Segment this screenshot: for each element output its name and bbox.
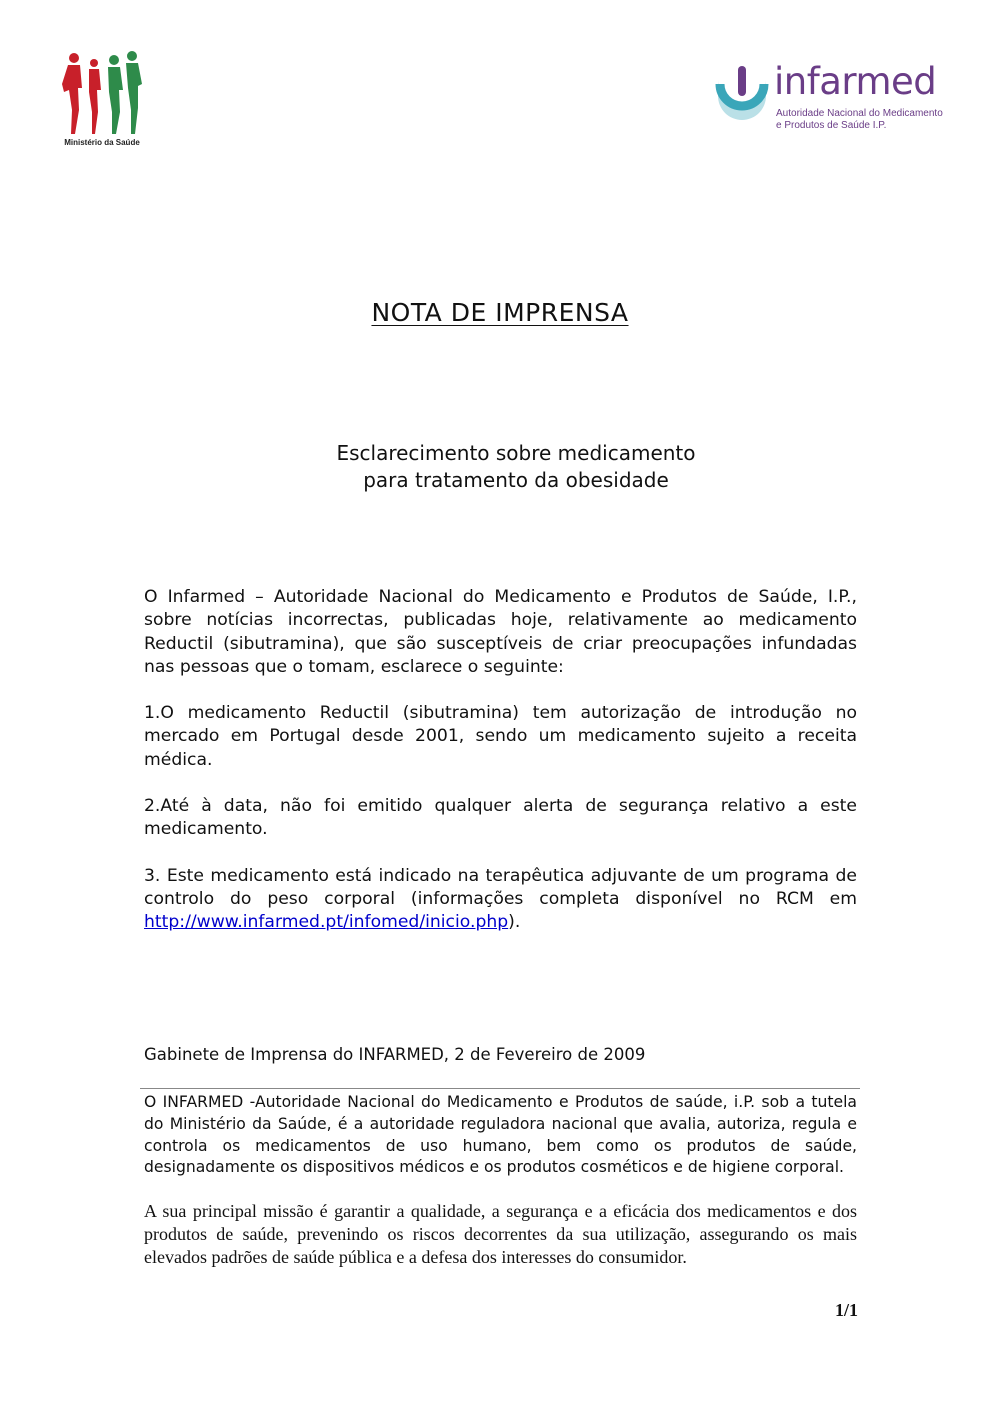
infarmed-logo xyxy=(714,62,944,142)
infarmed-wordmark: infarmed xyxy=(774,60,937,103)
ministerio-figures-icon xyxy=(52,50,152,136)
press-office-signature: Gabinete de Imprensa do INFARMED, 2 de Fevereiro de 2009 xyxy=(144,1045,646,1064)
mission-paragraph: A sua principal missão é garantir a qualidade, a segurança e a eficácia dos medicamentos e dos produtos de saúde, prevenindo os riscos decorrentes da sua utilização, assegurando os mais elevados padrões de saúde pública e a defesa dos interesses do consumidor. xyxy=(144,1201,857,1267)
subtitle-line1: Esclarecimento sobre medicamento xyxy=(336,441,696,465)
subtitle-line2: para tratamento da obesidade xyxy=(363,468,669,492)
press-release-subtitle xyxy=(0,440,1000,494)
infomed-link[interactable]: http://www.infarmed.pt/infomed/inicio.php xyxy=(144,912,509,933)
about-paragraph: O INFARMED -Autoridade Nacional do Medicamento e Produtos de saúde, i.P. sob a tutela do Ministério da Saúde, é a autoridade reguladora nacional que avalia, autoriza, regula e controla os medicamentos de uso humano, bem como os produtos de saúde, designadamente os dispositivos médicos e os produtos cosméticos e de higiene corporal. xyxy=(144,1093,857,1177)
point-3-paragraph xyxy=(144,865,857,935)
infarmed-subtitle-line1: Autoridade Nacional do Medicamento xyxy=(776,108,943,119)
infarmed-subtitle xyxy=(776,108,943,132)
infarmed-subtitle-line2: e Produtos de Saúde I.P. xyxy=(776,120,887,131)
point-3-text: 3. Este medicamento está indicado na terapêutica adjuvante de um programa de controlo do peso corporal (informações completa disponível no RCM em xyxy=(144,865,857,909)
page-number: 1/1 xyxy=(834,1300,858,1320)
point-3-end: ). xyxy=(508,912,521,933)
press-release-body xyxy=(144,586,857,935)
press-release-title xyxy=(0,298,1000,327)
ministerio-da-saude-logo xyxy=(52,50,152,150)
about-infarmed xyxy=(144,1092,857,1179)
title-text: NOTA DE IMPRENSA xyxy=(371,298,629,327)
intro-paragraph: O Infarmed – Autoridade Nacional do Medicamento e Produtos de Saúde, I.P., sobre notícias incorrectas, publicadas hoje, relativamente ao medicamento Reductil (sibutramina), que são susceptíveis de criar preocupações infundadas nas pessoas que o tomam, esclarece o seguinte: xyxy=(144,587,857,677)
point-2-paragraph: 2.Até à data, não foi emitido qualquer alerta de segurança relativo a este medicamento. xyxy=(144,796,857,840)
infarmed-emblem-icon xyxy=(714,66,770,122)
ministerio-label: Ministério da Saúde xyxy=(64,138,140,147)
point-1-paragraph: 1.O medicamento Reductil (sibutramina) tem autorização de introdução no mercado em Portugal desde 2001, sendo um medicamento sujeito a receita médica. xyxy=(144,703,857,770)
footer-divider xyxy=(140,1088,860,1089)
